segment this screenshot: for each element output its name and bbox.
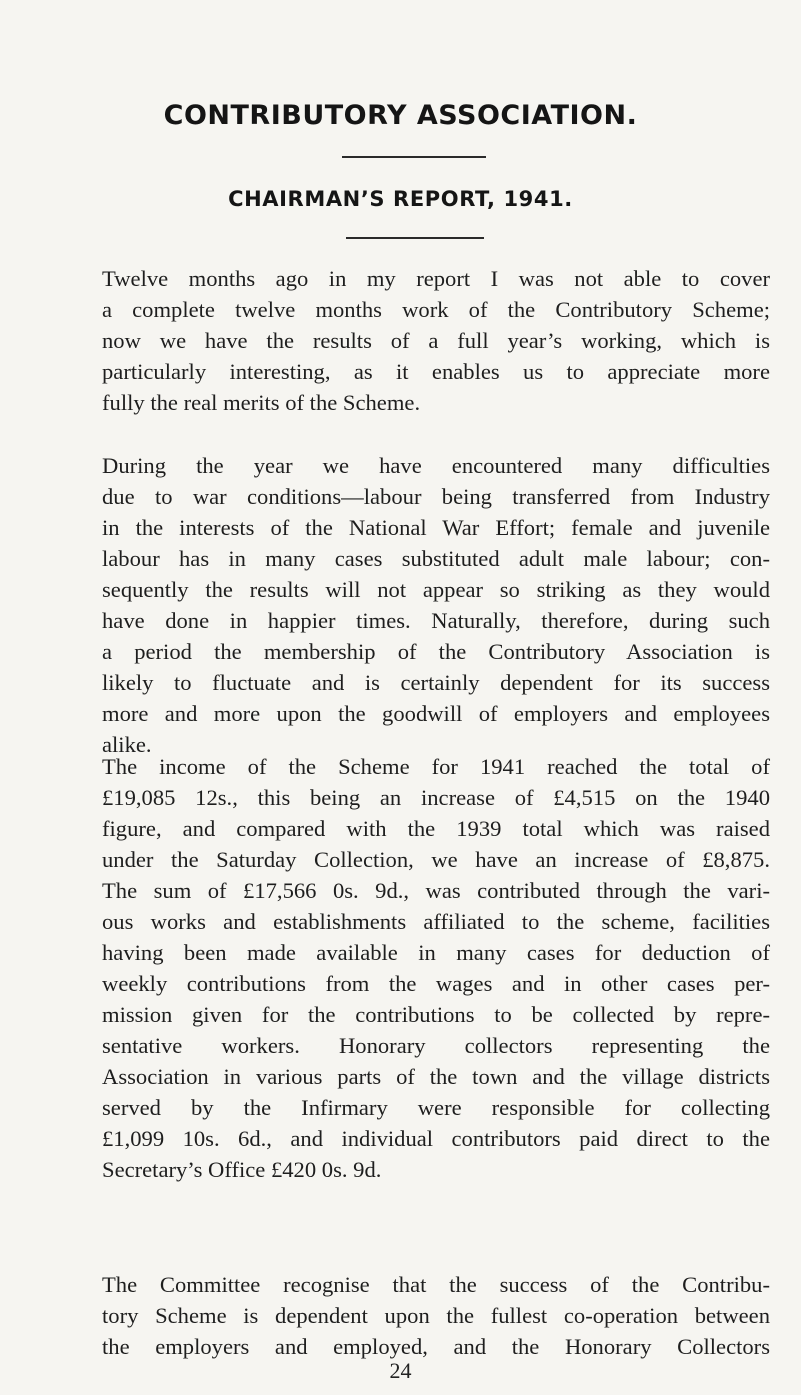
text-line: tory Scheme is dependent upon the fullest co-operation between <box>102 1303 770 1328</box>
text-line: £1,099 10s. 6d., and individual contributors paid direct to the <box>102 1126 770 1151</box>
text-line: The income of the Scheme for 1941 reached the total of <box>102 754 770 779</box>
paragraph-1 <box>52 263 770 418</box>
text-line: The sum of £17,566 0s. 9d., was contributed through the vari- <box>102 878 770 903</box>
paragraph-4 <box>52 1269 770 1362</box>
text-line: now we have the results of a full year’s working, which is <box>102 328 770 353</box>
text-line: weekly contributions from the wages and in other cases per- <box>102 971 770 996</box>
text-line: Association in various parts of the town and the village districts <box>102 1064 770 1089</box>
title-divider <box>342 156 486 158</box>
text-line: a period the membership of the Contributory Association is <box>102 639 770 664</box>
text-line: Twelve months ago in my report I was not able to cover <box>102 266 770 291</box>
text-line: sentative workers. Honorary collectors representing the <box>102 1033 770 1058</box>
text-line: £19,085 12s., this being an increase of £4,515 on the 1940 <box>102 785 770 810</box>
text-line: more and more upon the goodwill of employers and employees <box>102 701 770 726</box>
text-line: labour has in many cases substituted adult male labour; con- <box>102 546 770 571</box>
text-line: having been made available in many cases for deduction of <box>102 940 770 965</box>
paragraph-2 <box>52 450 770 760</box>
text-line: figure, and compared with the 1939 total which was raised <box>102 816 770 841</box>
text-line: alike. <box>102 732 152 757</box>
text-line: The Committee recognise that the success of the Contribu- <box>102 1272 770 1297</box>
text-line: particularly interesting, as it enables us to appreciate more <box>102 359 770 384</box>
text-line: sequently the results will not appear so striking as they would <box>102 577 770 602</box>
text-line: mission given for the contributions to be collected by repre- <box>102 1002 770 1027</box>
paragraph-3 <box>52 751 770 1185</box>
text-line: under the Saturday Collection, we have an increase of £8,875. <box>102 847 770 872</box>
text-line: During the year we have encountered many difficulties <box>102 453 770 478</box>
page-title: CONTRIBUTORY ASSOCIATION. <box>163 100 638 131</box>
text-line: likely to fluctuate and is certainly dependent for its success <box>102 670 770 695</box>
text-line: due to war conditions—labour being transferred from Industry <box>102 484 770 509</box>
report-subtitle: CHAIRMAN’S REPORT, 1941. <box>228 187 573 211</box>
page-number: 24 <box>389 1358 412 1383</box>
text-line: have done in happier times. Naturally, therefore, during such <box>102 608 770 633</box>
text-line: a complete twelve months work of the Contributory Scheme; <box>102 297 770 322</box>
text-line: fully the real merits of the Scheme. <box>102 390 421 415</box>
text-line: the employers and employed, and the Honorary Collectors <box>102 1334 770 1359</box>
text-line: in the interests of the National War Effort; female and juvenile <box>102 515 770 540</box>
subtitle-divider <box>346 237 484 239</box>
text-line: served by the Infirmary were responsible for collecting <box>102 1095 770 1120</box>
text-line: Secretary’s Office £420 0s. 9d. <box>102 1157 382 1182</box>
text-line: ous works and establishments affiliated to the scheme, facilities <box>102 909 770 934</box>
